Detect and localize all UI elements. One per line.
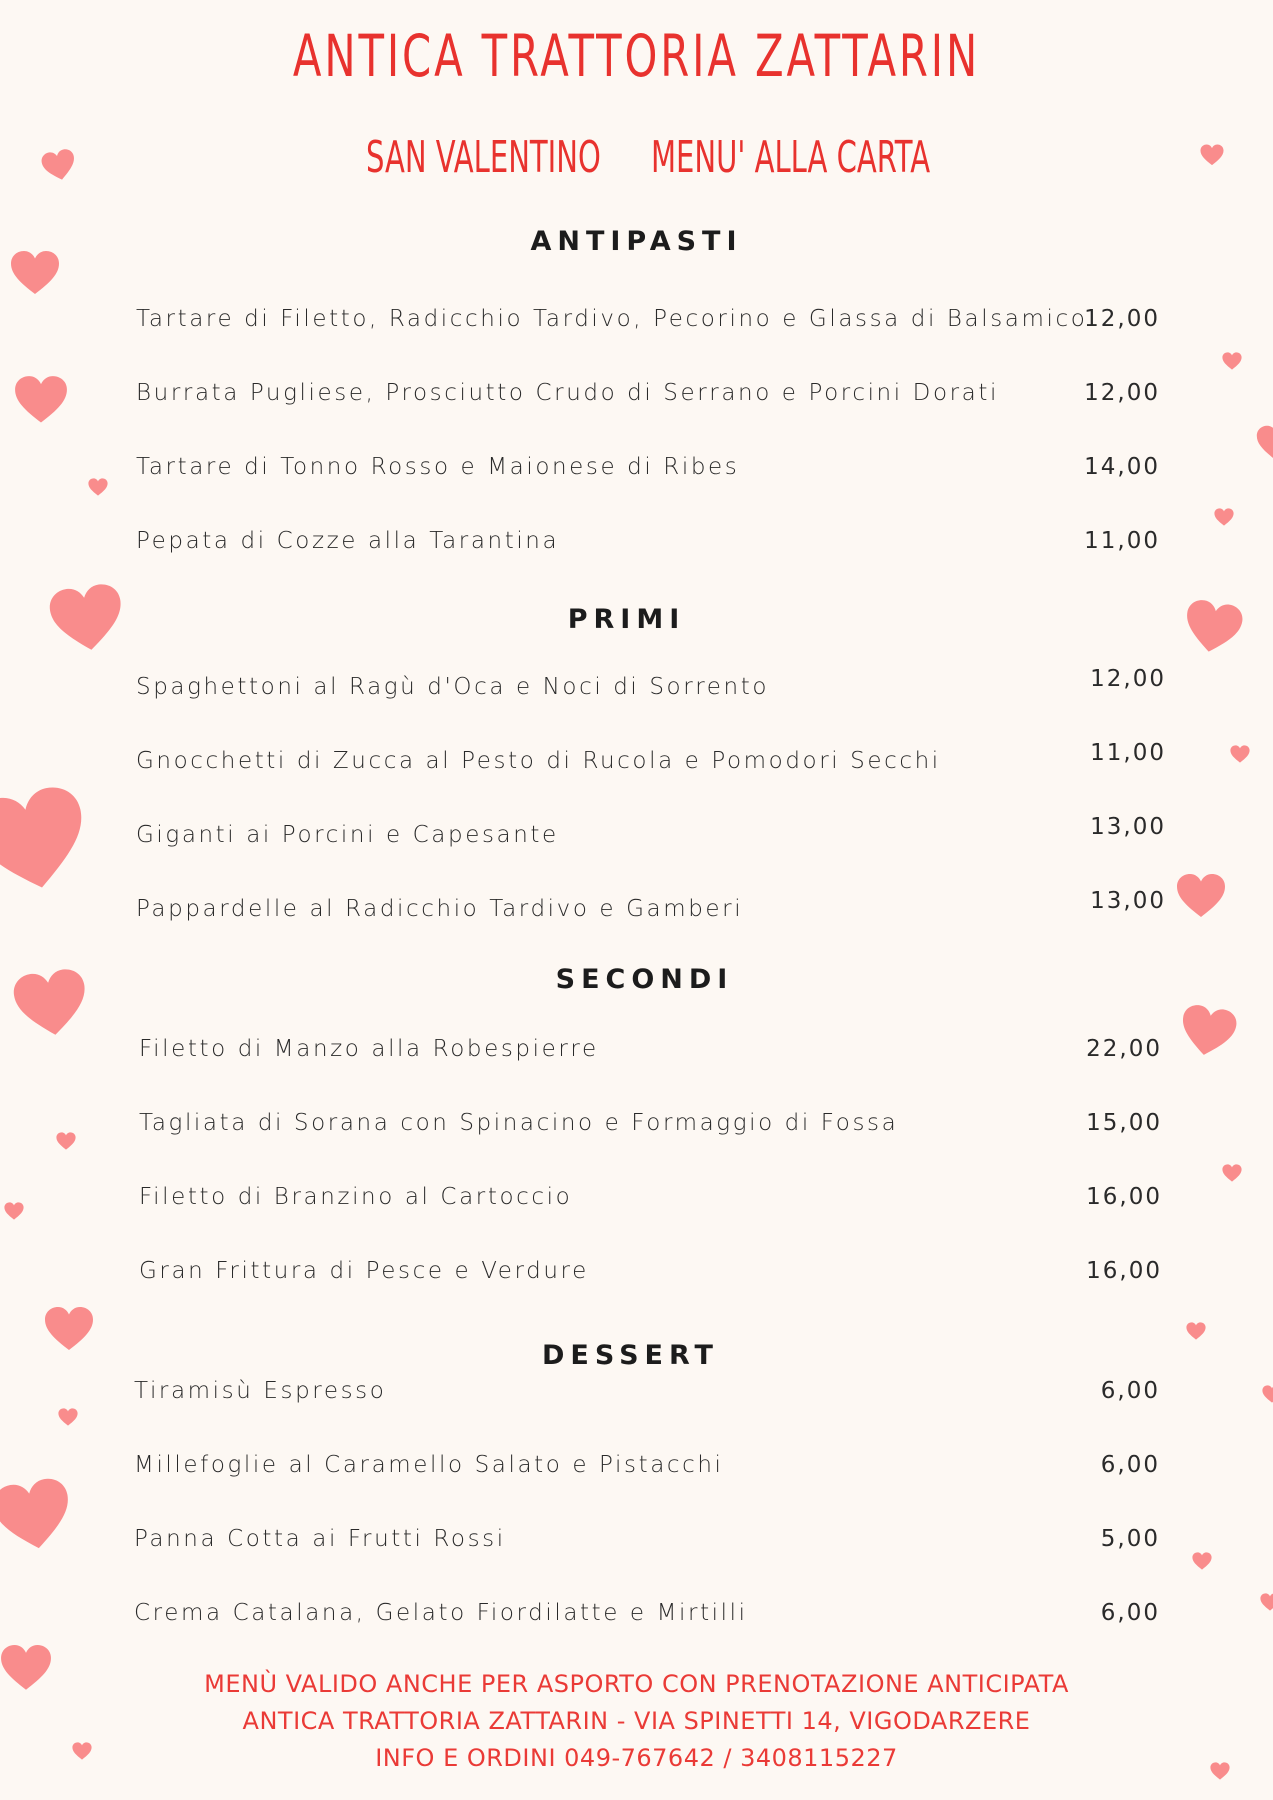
heart-icon [1214, 508, 1234, 526]
menu-item-price: 12,00 [1090, 666, 1166, 692]
menu-item-price: 11,00 [1084, 528, 1160, 554]
menu-item-name: Gran Frittura di Pesce e Verdure [139, 1258, 589, 1284]
menu-item-price: 6,00 [1100, 1452, 1160, 1478]
heart-icon [0, 779, 97, 901]
menu-item-name: Filetto di Branzino al Cartoccio [139, 1184, 573, 1210]
menu-item-name: Millefoglie al Caramello Salato e Pistacchi [134, 1452, 724, 1478]
menu-item-name: Crema Catalana, Gelato Fiordilatte e Mirtilli [134, 1600, 748, 1626]
heart-icon [56, 1132, 76, 1150]
menu-item-price: 6,00 [1100, 1600, 1160, 1626]
menu-item-price: 13,00 [1090, 814, 1166, 840]
footer-contact: INFO E ORDINI 049-767642 / 3408115227 [375, 1744, 898, 1772]
menu-item-price: 11,00 [1090, 740, 1166, 766]
heart-icon [14, 375, 68, 424]
menu-item-name: Gnocchetti di Zucca al Pesto di Rucola e Pomodori Secchi [136, 748, 941, 774]
footer-takeaway-note: MENÙ VALIDO ANCHE PER ASPORTO CON PRENOTAZIONE ANTICIPATA [204, 1670, 1069, 1698]
menu-item-name: Tartare di Tonno Rosso e Maionese di Ribes [136, 454, 740, 480]
heart-icon [1230, 745, 1250, 763]
menu-item-name: Tagliata di Sorana con Spinacino e Formaggio di Fossa [139, 1110, 899, 1136]
menu-item-price: 12,00 [1084, 306, 1160, 332]
menu-item-name: Spaghettoni al Ragù d'Oca e Noci di Sorrento [136, 674, 770, 700]
heart-icon [0, 1474, 78, 1557]
menu-item-name: Tartare di Filetto, Radicchio Tardivo, Pecorino e Glassa di Balsamico [136, 306, 1088, 332]
heart-icon [1262, 1385, 1273, 1403]
heart-icon [4, 1202, 24, 1220]
menu-item-price: 12,00 [1084, 380, 1160, 406]
heart-icon [39, 147, 79, 184]
menu-item-price: 13,00 [1090, 888, 1166, 914]
occasion-subtitle: SAN VALENTINO [366, 132, 601, 183]
heart-icon [1176, 873, 1226, 918]
menu-item-price: 15,00 [1086, 1110, 1162, 1136]
menu-item-price: 22,00 [1086, 1036, 1162, 1062]
menu-item-name: Panna Cotta ai Frutti Rossi [134, 1526, 506, 1552]
menu-item-name: Pepata di Cozze alla Tarantina [136, 528, 560, 554]
heart-icon [1186, 1322, 1206, 1340]
section-title-secondi: SECONDI [555, 964, 734, 995]
section-title-primi: PRIMI [567, 604, 686, 635]
menu-item-price: 6,00 [1100, 1378, 1160, 1404]
menu-item-name: Tiramisù Espresso [134, 1378, 387, 1404]
section-title-dessert: DESSERT [542, 1340, 719, 1371]
menu-item-name: Burrata Pugliese, Prosciutto Crudo di Serrano e Porcini Dorati [136, 380, 999, 406]
heart-icon [1222, 1164, 1242, 1182]
menu-item-price: 14,00 [1084, 454, 1160, 480]
menu-item-price: 16,00 [1086, 1258, 1162, 1284]
menu-item-name: Filetto di Manzo alla Robespierre [139, 1036, 599, 1062]
restaurant-title: ANTICA TRATTORIA ZATTARIN [292, 22, 981, 90]
menu-item-name: Pappardelle al Radicchio Tardivo e Gamberi [136, 896, 744, 922]
menu-item-price: 5,00 [1100, 1526, 1160, 1552]
menu-type-subtitle: MENU' ALLA CARTA [651, 132, 931, 183]
section-title-antipasti: ANTIPASTI [530, 226, 743, 257]
menu-item-name: Giganti ai Porcini e Capesante [136, 822, 559, 848]
heart-icon [1256, 425, 1273, 461]
heart-icon [1176, 1002, 1240, 1061]
heart-icon [1192, 1552, 1212, 1570]
footer-address: ANTICA TRATTORIA ZATTARIN - VIA SPINETTI 14, VIGODARZERE [242, 1707, 1031, 1735]
heart-icon [58, 1408, 78, 1426]
menu-item-price: 16,00 [1086, 1184, 1162, 1210]
heart-icon [1260, 1593, 1273, 1611]
heart-icon [1222, 352, 1242, 370]
heart-icon [88, 478, 108, 496]
heart-icon [1200, 144, 1224, 166]
